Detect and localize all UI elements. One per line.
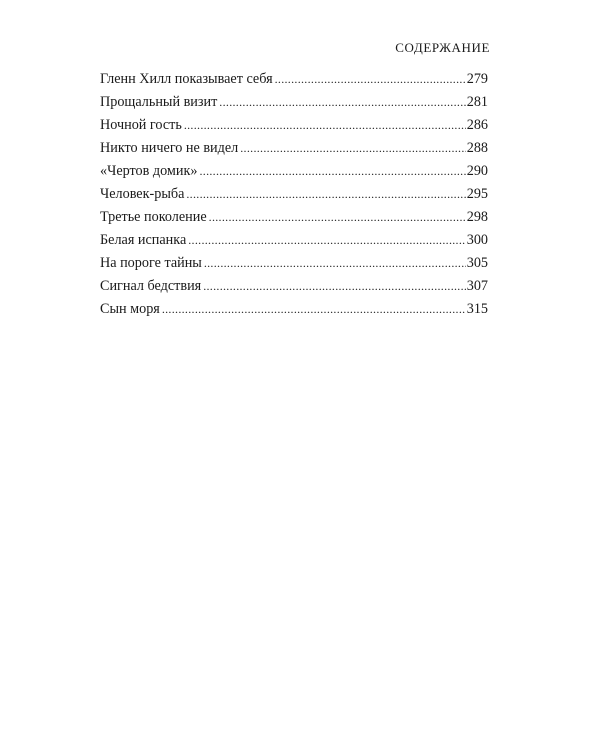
toc-entry[interactable]: [100, 68, 488, 91]
toc-entry[interactable]: [100, 91, 488, 114]
toc-dot-leader: [204, 252, 466, 275]
toc-entry[interactable]: [100, 206, 488, 229]
toc-entry-title: На пороге тайны: [100, 255, 202, 271]
toc-entry[interactable]: [100, 298, 488, 321]
toc-dot-leader: [188, 229, 465, 252]
toc-entry-page: 300: [466, 232, 488, 248]
toc-dot-leader: [219, 91, 465, 114]
toc-entry-title: Сын моря: [100, 301, 160, 317]
toc-entry-title: Белая испанка: [100, 232, 187, 248]
toc-entry[interactable]: [100, 160, 488, 183]
toc-dot-leader: [186, 183, 465, 206]
toc-entry[interactable]: [100, 275, 488, 298]
toc-entry-page: 286: [466, 117, 488, 133]
toc-entry-page: 288: [466, 140, 488, 156]
toc-entry[interactable]: [100, 252, 488, 275]
toc-dot-leader: [184, 114, 466, 137]
toc-entry-page: 305: [466, 255, 488, 271]
toc-entry[interactable]: [100, 229, 488, 252]
toc-dot-leader: [203, 275, 466, 298]
toc-entry-page: 295: [466, 186, 488, 202]
toc-entry-title: Никто ничего не видел: [100, 140, 239, 156]
table-of-contents: [100, 68, 488, 321]
toc-entry-title: Сигнал бедствия: [100, 278, 202, 294]
toc-entry-page: 290: [466, 163, 488, 179]
toc-entry-title: Человек-рыба: [100, 186, 185, 202]
toc-entry-title: Гленн Хилл показывает себя: [100, 71, 273, 87]
toc-entry[interactable]: [100, 137, 488, 160]
running-header: СОДЕРЖАНИЕ: [395, 40, 490, 55]
toc-entry-page: 281: [466, 94, 488, 110]
toc-entry-page: 307: [466, 278, 488, 294]
toc-entry-title: Прощальный визит: [100, 94, 218, 110]
toc-dot-leader: [240, 137, 465, 160]
toc-entry-title: Третье поколение: [100, 209, 207, 225]
toc-dot-leader: [209, 206, 466, 229]
toc-entry-page: 279: [466, 71, 488, 87]
toc-entry-title: Ночной гость: [100, 117, 182, 133]
toc-entry-page: 315: [466, 301, 488, 317]
toc-dot-leader: [275, 68, 466, 91]
toc-dot-leader: [199, 160, 465, 183]
toc-dot-leader: [162, 298, 466, 321]
toc-entry-title: «Чертов домик»: [100, 163, 198, 179]
toc-entry[interactable]: [100, 114, 488, 137]
toc-entry-page: 298: [466, 209, 488, 225]
toc-entry[interactable]: [100, 183, 488, 206]
